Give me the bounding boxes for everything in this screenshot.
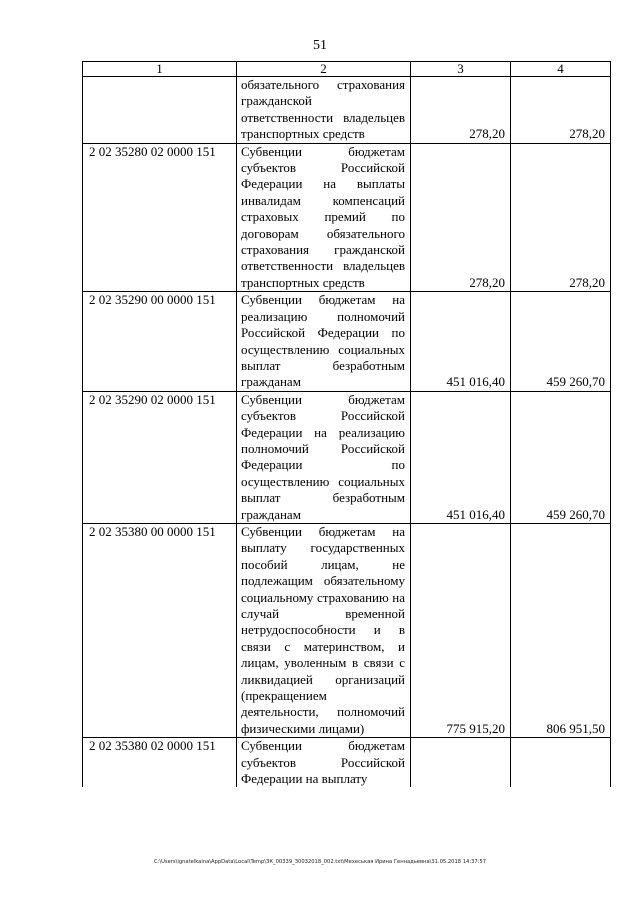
row-value-col3: 278,20: [411, 143, 511, 292]
table-row: [83, 143, 611, 292]
table-row: [83, 391, 611, 523]
row-value-col3: [411, 738, 511, 788]
row-value-col4: 806 951,50: [511, 523, 611, 737]
row-name: [237, 391, 411, 523]
row-name: [237, 77, 411, 144]
column-header-1: 1: [83, 62, 237, 77]
row-name-text: обязательного страхования гражданской ответственности владельцев транспортных средств: [241, 77, 405, 142]
row-name: [237, 738, 411, 788]
column-header-2: 2: [237, 62, 411, 77]
row-name: [237, 143, 411, 292]
row-name-text: Субвенции бюджетам субъектов Российской Федерации на реализацию полномочий Российской Федерации по осуществлению социальных выплат безработным гражданам: [241, 391, 405, 522]
row-value-col3: 451 016,40: [411, 391, 511, 523]
table-row: [83, 738, 611, 788]
row-name: [237, 292, 411, 391]
row-value-col4: 278,20: [511, 143, 611, 292]
row-code: 2 02 35380 02 0000 151: [83, 738, 237, 788]
row-value-col4: 459 260,70: [511, 391, 611, 523]
budget-table: [82, 61, 611, 787]
row-name-text: Субвенции бюджетам субъектов Российской Федерации на выплату: [241, 738, 405, 787]
row-name-text: Субвенции бюджетам субъектов Российской Федерации на выплаты инвалидам компенсаций страховых премий по договорам обязательного страхования гражданской ответственности владельцев транспортных средств: [241, 143, 405, 290]
page-number: 51: [313, 38, 327, 53]
table-row: [83, 77, 611, 144]
file-path-footer: C:\Users\ignatelkaina\AppData\Local\Temp\ЗК_00339_30032018_002.txt\Мехеськая Ирина Геннадьевна\31.05.2018 14:37:57: [153, 859, 487, 865]
row-name-text: Субвенции бюджетам на выплату государственных пособий лицам, не подлежащим обязательному социальному страхованию на случай временной нетрудоспособности и в связи с материнством, и лицам, уволенным в связи с ликвидацией организаций (прекращением деятельности, полномочий физическими лицами): [241, 523, 405, 736]
row-code: 2 02 35380 00 0000 151: [83, 523, 237, 737]
row-code: 2 02 35290 00 0000 151: [83, 292, 237, 391]
row-value-col4: [511, 738, 611, 788]
row-value-col3: 278,20: [411, 77, 511, 144]
row-value-col3: 775 915,20: [411, 523, 511, 737]
column-header-3: 3: [411, 62, 511, 77]
table-row: [83, 523, 611, 737]
row-value-col3: 451 016,40: [411, 292, 511, 391]
row-name-text: Субвенции бюджетам на реализацию полномочий Российской Федерации по осуществлению социальных выплат безработным гражданам: [241, 292, 405, 390]
column-header-4: 4: [511, 62, 611, 77]
row-code: 2 02 35280 02 0000 151: [83, 143, 237, 292]
row-value-col4: 459 260,70: [511, 292, 611, 391]
row-value-col4: 278,20: [511, 77, 611, 144]
table-row: [83, 292, 611, 391]
row-code: 2 02 35290 02 0000 151: [83, 391, 237, 523]
row-name: [237, 523, 411, 737]
row-code: [83, 77, 237, 144]
header-row: [83, 62, 611, 77]
